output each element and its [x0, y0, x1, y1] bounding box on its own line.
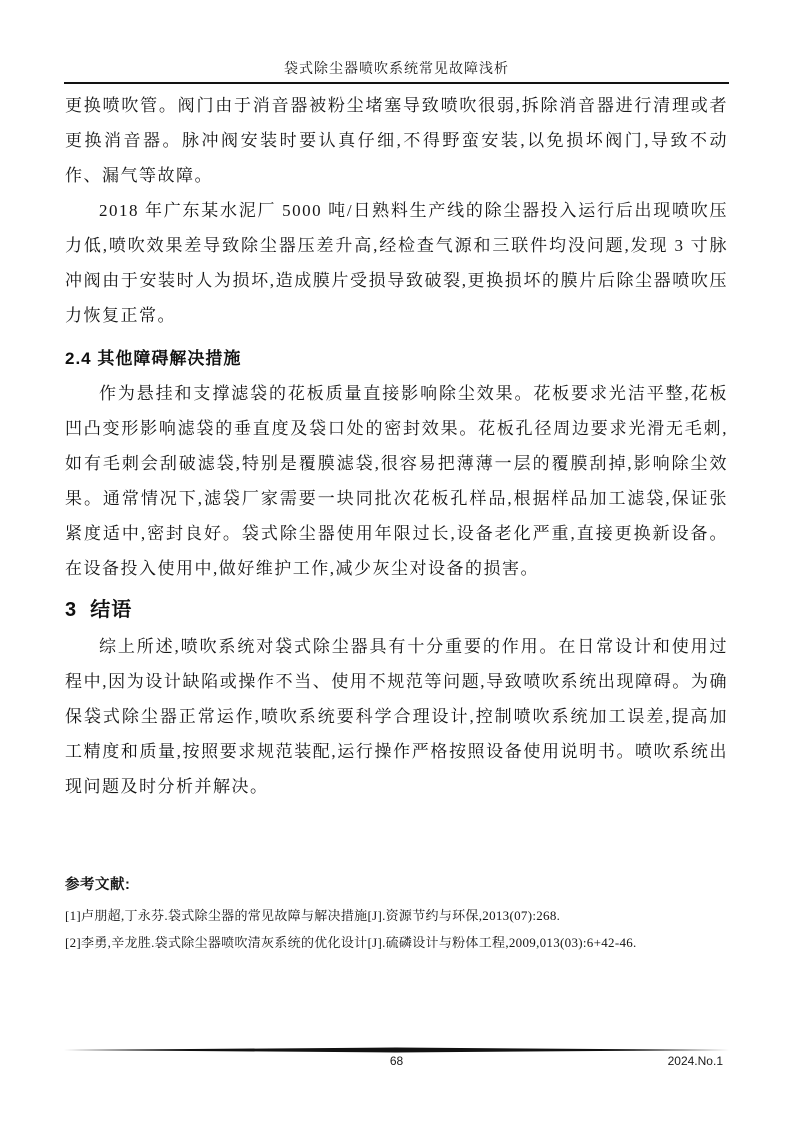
- header-rule: [64, 82, 729, 84]
- paragraph-case-study: 2018 年广东某水泥厂 5000 吨/日熟料生产线的除尘器投入运行后出现喷吹压力低,喷吹效果差导致除尘器压差升高,经检查气源和三联件均没问题,发现 3 寸脉冲阀由于安装时人为损坏,造成膜片受损导致破裂,更换损坏的膜片后除尘器喷吹压力恢复正常。: [65, 201, 728, 325]
- reference-item-1: [1]卢朋超,丁永芬.袋式除尘器的常见故障与解决措施[J].资源节约与环保,2013(07):268.: [65, 908, 561, 923]
- running-header-title: 袋式除尘器喷吹系统常见故障浅析: [284, 62, 509, 77]
- body-text-block-top: [65, 88, 728, 333]
- section-heading-2-4: 2.4 其他障碍解决措施: [65, 349, 242, 368]
- reference-item-2: [2]李勇,辛龙胜.袋式除尘器喷吹清灰系统的优化设计[J].硫磷设计与粉体工程,2009,013(03):6+42-46.: [65, 935, 637, 950]
- page-number: 68: [389, 1054, 404, 1068]
- section-heading-3: 3 结语: [65, 599, 133, 621]
- paragraph-section-2-4: 作为悬挂和支撑滤袋的花板质量直接影响除尘效果。花板要求光洁平整,花板凹凸变形影响滤袋的垂直度及袋口处的密封效果。花板孔径周边要求光滑无毛刺,如有毛刺会刮破滤袋,特别是覆膜滤袋,很容易把薄薄一层的覆膜刮掉,影响除尘效果。通常情况下,滤袋厂家需要一块同批次花板孔样品,根据样品加工滤袋,保证张紧度适中,密封良好。袋式除尘器使用年限过长,设备老化严重,直接更换新设备。在设备投入使用中,做好维护工作,减少灰尘对设备的损害。: [65, 384, 728, 578]
- paragraph-conclusion: 综上所述,喷吹系统对袋式除尘器具有十分重要的作用。在日常设计和使用过程中,因为设计缺陷或操作不当、使用不规范等问题,导致喷吹系统出现障碍。为确保袋式除尘器正常运作,喷吹系统要科学合理设计,控制喷吹系统加工误差,提高加工精度和质量,按照要求规范装配,运行操作严格按照设备使用说明书。喷吹系统出现问题及时分析并解决。: [65, 637, 728, 796]
- footer-rule: [64, 1047, 729, 1053]
- body-text-section-3: [65, 629, 728, 804]
- paragraph-continuation: 更换喷吹管。阀门由于消音器被粉尘堵塞导致喷吹很弱,拆除消音器进行清理或者更换消音器。脉冲阀安装时要认真仔细,不得野蛮安装,以免损坏阀门,导致不动作、漏气等故障。: [65, 96, 728, 185]
- page-footer: [0, 1054, 793, 1074]
- references-section: [65, 873, 728, 956]
- body-text-section-2-4: [65, 376, 728, 586]
- issue-label: 2024.No.1: [667, 1054, 723, 1068]
- references-heading: 参考文献:: [65, 877, 131, 893]
